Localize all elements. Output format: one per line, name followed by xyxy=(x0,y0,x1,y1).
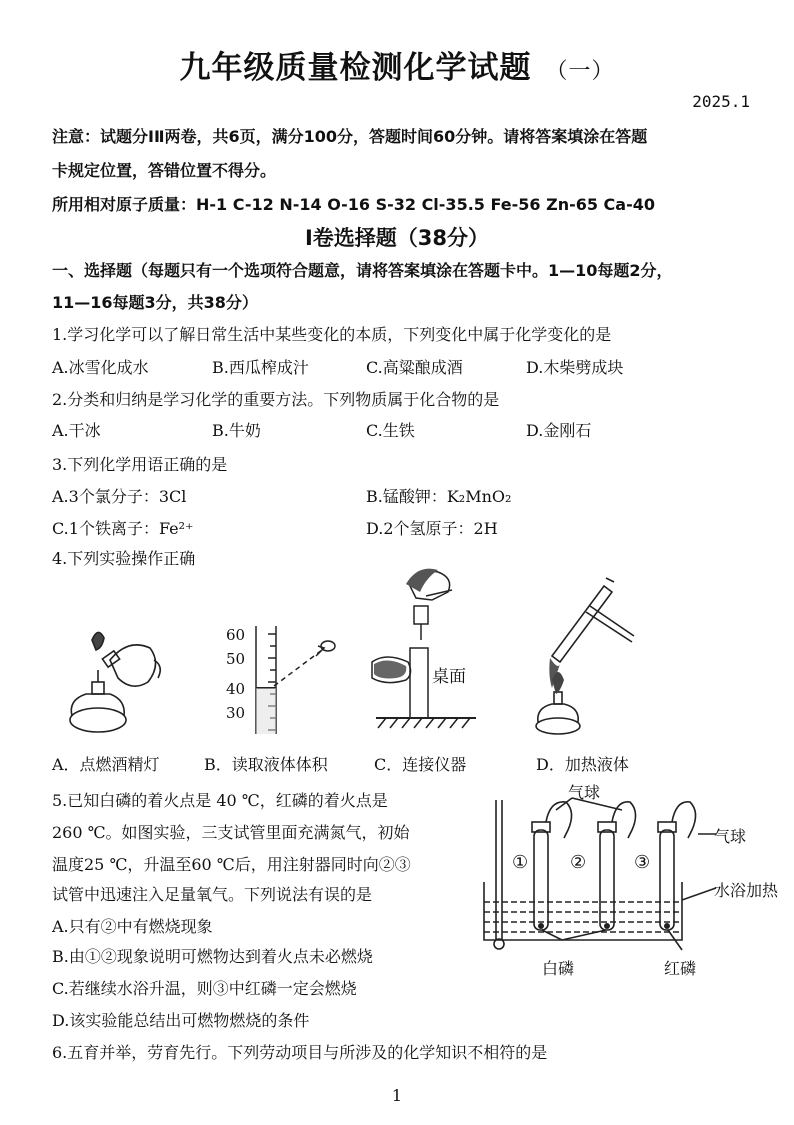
q1-option-c: C.高粱酿成酒 xyxy=(366,358,463,377)
q3-option-c: C.1个铁离子：Fe²⁺ xyxy=(52,519,194,538)
label-tube-2: ② xyxy=(570,852,587,873)
notice-line-2: 卡规定位置，答错位置不得分。 xyxy=(52,161,277,180)
q3-stem: 3.下列化学用语正确的是 xyxy=(52,455,228,474)
q1-stem: 1.学习化学可以了解日常生活中某些变化的本质，下列变化中属于化学变化的是 xyxy=(52,325,612,344)
page-title xyxy=(0,42,794,87)
desk-label: 桌面 xyxy=(432,667,466,687)
label-tube-3: ③ xyxy=(634,852,651,873)
figure-connecting-apparatus xyxy=(366,562,482,740)
q1-option-b: B.西瓜榨成汁 xyxy=(212,358,309,377)
label-balloon-right: 气球 xyxy=(714,827,747,846)
page-number: 1 xyxy=(391,1086,403,1105)
q3-option-a: A.3个氯分子：3Cl xyxy=(52,487,187,506)
atomic-masses: 所用相对原子质量：H-1 C-12 N-14 O-16 S-32 Cl-35.5 Fe-56 Zn-65 Ca-40 xyxy=(52,195,656,214)
label-balloon-top: 气球 xyxy=(568,783,601,802)
q4-caption-d: D．加热液体 xyxy=(536,755,629,774)
label-white-phosphorus: 白磷 xyxy=(542,959,575,978)
q4-caption-a: A．点燃酒精灯 xyxy=(52,755,160,774)
figure-heating-liquid xyxy=(530,576,650,740)
q2-option-b: B.牛奶 xyxy=(212,421,261,440)
q2-option-a: A.干冰 xyxy=(52,421,101,440)
q5-line-2: 260 ℃。如图实验，三支试管里面充满氮气，初始 xyxy=(52,823,410,842)
q5-line-1: 5.已知白磷的着火点是 40 ℃，红磷的着火点是 xyxy=(52,791,388,810)
q5-option-c: C.若继续水浴升温，则③中红磷一定会燃烧 xyxy=(52,979,357,998)
q5-option-a: A.只有②中有燃烧现象 xyxy=(52,917,213,936)
q1-option-d: D.木柴劈成块 xyxy=(526,358,624,377)
q5-option-d: D.该实验能总结出可燃物燃烧的条件 xyxy=(52,1011,310,1030)
cylinder-tick-60: 60 xyxy=(226,626,246,644)
q2-stem: 2.分类和归纳是学习化学的重要方法。下列物质属于化合物的是 xyxy=(52,390,500,409)
q2-option-c: C.生铁 xyxy=(366,421,415,440)
cylinder-tick-30: 30 xyxy=(226,704,246,722)
q5-line-4: 试管中迅速注入足量氧气。下列说法有误的是 xyxy=(52,885,373,904)
section-instructions-2: 11—16每题3分，共38分） xyxy=(52,293,258,312)
q4-stem: 4.下列实验操作正确 xyxy=(52,549,196,568)
notice-line-1: 注意：试题分ⅠⅡ两卷，共6页，满分100分，答题时间60分钟。请将答案填涂在答题 xyxy=(52,127,648,146)
q3-option-d: D.2个氢原子：2H xyxy=(366,519,498,538)
label-water-bath: 水浴加热 xyxy=(714,881,779,900)
cylinder-tick-50: 50 xyxy=(226,650,246,668)
exam-date: 2025.1 xyxy=(692,92,750,111)
cylinder-tick-40: 40 xyxy=(226,680,246,698)
section-title: Ⅰ卷选择题（38分） xyxy=(304,226,490,250)
q5-option-b: B.由①②现象说明可燃物达到着火点未必燃烧 xyxy=(52,947,373,966)
section-instructions-1: 一、选择题（每题只有一个选项符合题意，请将答案填涂在答题卡中。1—10每题2分， xyxy=(52,261,673,280)
q4-caption-b: B．读取液体体积 xyxy=(204,755,328,774)
figure-alcohol-lamp xyxy=(58,620,170,740)
q5-line-3: 温度25 ℃，升温至60 ℃后，用注射器同时向②③ xyxy=(52,855,411,874)
label-red-phosphorus: 红磷 xyxy=(664,959,697,978)
title-text: 九年级质量检测化学试题 xyxy=(179,50,532,86)
q4-caption-c: C．连接仪器 xyxy=(374,755,467,774)
q2-option-d: D.金刚石 xyxy=(526,421,592,440)
title-suffix: （一） xyxy=(545,59,615,84)
q6-stem: 6.五育并举，劳育先行。下列劳动项目与所涉及的化学知识不相符的是 xyxy=(52,1043,548,1062)
q3-option-b: B.锰酸钾：K₂MnO₂ xyxy=(366,487,512,506)
label-tube-1: ① xyxy=(512,852,529,873)
q1-option-a: A.冰雪化成水 xyxy=(52,358,149,377)
